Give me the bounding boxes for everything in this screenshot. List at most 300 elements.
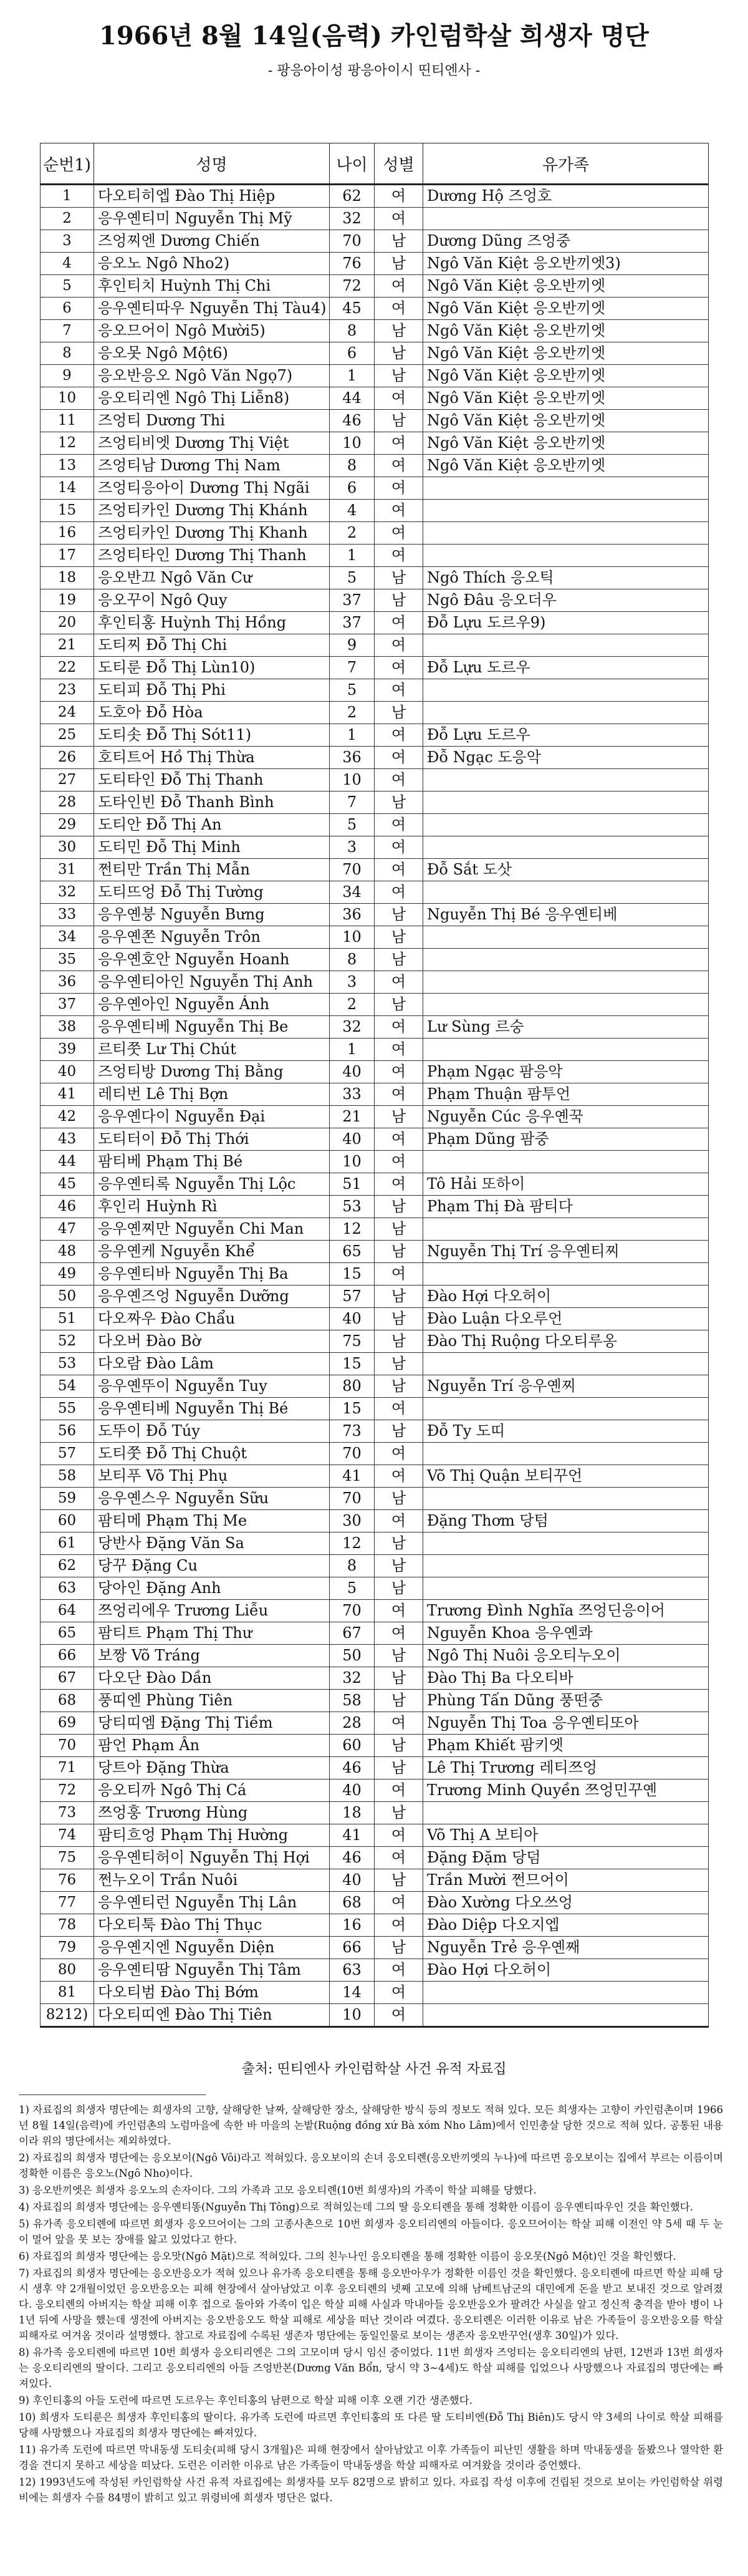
- cell-name: 팜티흐엉 Phạm Thị Hường: [94, 1824, 330, 1847]
- cell-family: [423, 1802, 709, 1824]
- cell-age: 5: [330, 1577, 375, 1600]
- footnote-number: 12): [19, 2476, 36, 2488]
- cell-sex: 남: [375, 1802, 423, 1824]
- cell-age: 8: [330, 949, 375, 971]
- cell-number: 52: [41, 1330, 94, 1353]
- cell-number: 35: [41, 949, 94, 971]
- cell-name: 후인리 Huỳnh Rì: [94, 1196, 330, 1218]
- cell-sex: 여: [375, 1173, 423, 1196]
- cell-age: 68: [330, 1892, 375, 1914]
- cell-number: 17: [41, 545, 94, 567]
- cell-family: Ngô Thị Nuôi 응오티누오이: [423, 1645, 709, 1667]
- cell-sex: 남: [375, 365, 423, 387]
- cell-number: 13: [41, 455, 94, 477]
- cell-family: Đỗ Sắt 도삿: [423, 859, 709, 881]
- cell-number: 48: [41, 1241, 94, 1263]
- cell-name: 당티띠엠 Đặng Thị Tiềm: [94, 1712, 330, 1735]
- cell-number: 8: [41, 342, 94, 365]
- cell-age: 66: [330, 1937, 375, 1959]
- cell-family: [423, 208, 709, 230]
- cell-family: [423, 1555, 709, 1577]
- cell-age: 65: [330, 1241, 375, 1263]
- footnote-text: 자료집의 희생자 명단에는 응오반응오가 적혀 있으나 유가족 응오티롄을 통해 응오반아우가 정확한 이름인 것을 확인했다. 응오티롄에 따르면 학살 피해 당시 생후 약 2개월이었던 응오반응오는 피해 현장에서 살아남았고 이후 응오티롄의 넷째 고모에 의해 남베트남군의 대민에게 돈을 받고 보내진 것으로 알려졌다. 응오티롄의 아버지는 학살 피해 이후 접으로 돌아와 가족이 입은 학살 피해 사실과 막내아들 응오반응오가 팔려간 사실을 알고 정신적 충격을 받아 병이 나 1년 뒤에 사망을 했는데 생전에 아버지는 응오반응오도 학살 피해로 세상을 떠난 것이라 여겼다. 응오티롄은 이러한 이유로 남은 가족들이 응오반응오를 학살 피해자로 여겨옴 것이라 설명했다. 참고로 자료집에 수록된 생존자 명단에는 동일인물로 보이는 생존자 응오반꾸언(생후 30일)가 있다.: [19, 2267, 724, 2341]
- cell-age: 46: [330, 1757, 375, 1779]
- cell-sex: 남: [375, 1667, 423, 1690]
- cell-age: 57: [330, 1286, 375, 1308]
- cell-name: 응우옌뚜이 Nguyễn Tuy: [94, 1375, 330, 1398]
- cell-family: Dương Dũng 즈엉중: [423, 230, 709, 253]
- cell-sex: 여: [375, 1712, 423, 1735]
- cell-name: 다오람 Đào Lâm: [94, 1353, 330, 1375]
- cell-family: [423, 949, 709, 971]
- cell-age: 8: [330, 455, 375, 477]
- footnote: [19, 2393, 723, 2408]
- cell-age: 40: [330, 1061, 375, 1083]
- cell-name: 쩐누오이 Trần Nuôi: [94, 1869, 330, 1892]
- cell-number: 29: [41, 814, 94, 836]
- cell-sex: 남: [375, 1218, 423, 1241]
- cell-number: 59: [41, 1488, 94, 1510]
- footnote: [19, 2150, 723, 2181]
- cell-name: 응오노 Ngô Nho2): [94, 253, 330, 275]
- cell-number: 30: [41, 836, 94, 859]
- footnote: [19, 2216, 723, 2247]
- cell-age: 40: [330, 1128, 375, 1151]
- cell-name: 응오므어이 Ngô Mười5): [94, 320, 330, 342]
- cell-sex: 여: [375, 500, 423, 522]
- cell-family: Nguyễn Thị Trí 응우옌티찌: [423, 1241, 709, 1263]
- cell-family: [423, 679, 709, 702]
- cell-family: Ngô Văn Kiệt 응오반끼엣: [423, 342, 709, 365]
- cell-number: 51: [41, 1308, 94, 1330]
- cell-number: 65: [41, 1622, 94, 1645]
- cell-number: 25: [41, 724, 94, 747]
- cell-name: 응우옌티베 Nguyễn Thị Bé: [94, 1398, 330, 1420]
- cell-sex: 여: [375, 814, 423, 836]
- cell-sex: 여: [375, 1263, 423, 1286]
- cell-age: 37: [330, 612, 375, 634]
- cell-sex: 남: [375, 1106, 423, 1128]
- table-row: [41, 365, 709, 387]
- cell-family: [423, 1398, 709, 1420]
- cell-family: Trương Minh Quyền 쯔엉민꾸옌: [423, 1779, 709, 1802]
- cell-age: 18: [330, 1802, 375, 1824]
- footnote-number: 5): [19, 2218, 29, 2230]
- cell-family: [423, 1263, 709, 1286]
- cell-age: 3: [330, 971, 375, 994]
- cell-number: 69: [41, 1712, 94, 1735]
- table-row: [41, 208, 709, 230]
- table-row: [41, 1241, 709, 1263]
- cell-name: 쯔엉리에우 Trương Liễu: [94, 1600, 330, 1622]
- cell-name: 응우옌찌만 Nguyễn Chi Man: [94, 1218, 330, 1241]
- cell-family: Võ Thị A 보티아: [423, 1824, 709, 1847]
- cell-family: Đỗ Lựu 도르우: [423, 724, 709, 747]
- cell-name: 응우옌케 Nguyễn Khể: [94, 1241, 330, 1263]
- cell-sex: 여: [375, 208, 423, 230]
- cell-family: [423, 1533, 709, 1555]
- cell-number: 76: [41, 1869, 94, 1892]
- cell-sex: 남: [375, 567, 423, 589]
- cell-age: 34: [330, 881, 375, 904]
- cell-age: 5: [330, 679, 375, 702]
- cell-name: 즈엉티카인 Dương Thị Khánh: [94, 500, 330, 522]
- table-row: [41, 949, 709, 971]
- cell-family: Nguyễn Khoa 응우옌콰: [423, 1622, 709, 1645]
- cell-family: Ngô Thích 응오틱: [423, 567, 709, 589]
- cell-sex: 여: [375, 747, 423, 769]
- cell-family: Đặng Thơm 당텀: [423, 1510, 709, 1533]
- table-row: [41, 836, 709, 859]
- cell-number: 75: [41, 1847, 94, 1869]
- table-row: [41, 275, 709, 298]
- cell-sex: 여: [375, 455, 423, 477]
- cell-sex: 남: [375, 949, 423, 971]
- table-row: [41, 589, 709, 612]
- footnote-text: 자료집의 희생자 명단에는 응우옌티똥(Nguyễn Thị Tông)으로 적혀있는데 그의 딸 응오티롄을 통해 정확한 이름이 응우옌티따우인 것을 확인했다.: [32, 2201, 693, 2213]
- cell-sex: 남: [375, 792, 423, 814]
- cell-age: 2: [330, 522, 375, 545]
- table-row: [41, 881, 709, 904]
- table-row: [41, 1061, 709, 1083]
- cell-sex: 남: [375, 1330, 423, 1353]
- cell-family: Đặng Đặm 당덤: [423, 1847, 709, 1869]
- cell-name: 즈엉티카인 Dương Thị Khanh: [94, 522, 330, 545]
- cell-family: Nguyễn Trí 응우옌찌: [423, 1375, 709, 1398]
- table-row: [41, 230, 709, 253]
- cell-number: 66: [41, 1645, 94, 1667]
- cell-family: Ngô Văn Kiệt 응오반끼엣: [423, 365, 709, 387]
- cell-number: 1: [41, 185, 94, 208]
- cell-number: 55: [41, 1398, 94, 1420]
- cell-age: 2: [330, 702, 375, 724]
- table-row: [41, 342, 709, 365]
- cell-sex: 여: [375, 477, 423, 500]
- cell-age: 28: [330, 1712, 375, 1735]
- table-row: [41, 926, 709, 949]
- table-row: [41, 1577, 709, 1600]
- cell-sex: 여: [375, 724, 423, 747]
- cell-number: 62: [41, 1555, 94, 1577]
- footnote: [19, 2182, 723, 2198]
- cell-number: 27: [41, 769, 94, 792]
- cell-sex: 남: [375, 904, 423, 926]
- victim-table: [40, 143, 709, 2028]
- cell-number: 6: [41, 298, 94, 320]
- cell-age: 7: [330, 792, 375, 814]
- cell-family: [423, 792, 709, 814]
- table-row: [41, 1465, 709, 1488]
- table-row: [41, 634, 709, 657]
- cell-name: 풍띠엔 Phùng Tiên: [94, 1690, 330, 1712]
- table-row: [41, 1645, 709, 1667]
- cell-sex: 남: [375, 1488, 423, 1510]
- cell-name: 즈엉티타인 Dương Thị Thanh: [94, 545, 330, 567]
- cell-age: 70: [330, 230, 375, 253]
- cell-age: 70: [330, 859, 375, 881]
- footnote-text: 자료집의 희생자 명단에는 응오맛(Ngô Mặt)으로 적혀있다. 그의 친누나인 응오티롄을 통해 정확한 이름이 응오못(Ngô Một)인 것을 확인했다.: [32, 2250, 676, 2262]
- cell-number: 39: [41, 1039, 94, 1061]
- table-row: [41, 1016, 709, 1039]
- cell-number: 42: [41, 1106, 94, 1128]
- cell-name: 응우옌아인 Nguyễn Ánh: [94, 994, 330, 1016]
- cell-name: 당트아 Đặng Thừa: [94, 1757, 330, 1779]
- table-row: [41, 1622, 709, 1645]
- cell-age: 15: [330, 1353, 375, 1375]
- cell-sex: 여: [375, 1824, 423, 1847]
- cell-number: 21: [41, 634, 94, 657]
- cell-number: 19: [41, 589, 94, 612]
- cell-name: 후인티홍 Huỳnh Thị Hồng: [94, 612, 330, 634]
- table-row: [41, 994, 709, 1016]
- table-row: [41, 769, 709, 792]
- cell-family: Phạm Ngạc 팜응악: [423, 1061, 709, 1083]
- cell-family: Nguyễn Thị Toa 응우옌티또아: [423, 1712, 709, 1735]
- cell-sex: 남: [375, 1555, 423, 1577]
- cell-number: 10: [41, 387, 94, 410]
- cell-family: [423, 477, 709, 500]
- cell-age: 6: [330, 477, 375, 500]
- footnote-number: 11): [19, 2444, 36, 2456]
- table-row: [41, 522, 709, 545]
- cell-number: 68: [41, 1690, 94, 1712]
- cell-family: Đỗ Lựu 도르우: [423, 657, 709, 679]
- cell-age: 32: [330, 1016, 375, 1039]
- cell-name: 다오티히엡 Đào Thị Hiệp: [94, 185, 330, 208]
- cell-number: 20: [41, 612, 94, 634]
- cell-sex: 여: [375, 836, 423, 859]
- table-row: [41, 1914, 709, 1937]
- cell-name: 응우옌지엔 Nguyễn Diện: [94, 1937, 330, 1959]
- footnote-text: 후인티홍의 아들 도런에 따르면 도르우는 후인티홍의 남편으로 학살 피해 이후 오랜 기간 생존했다.: [32, 2394, 472, 2406]
- cell-number: 79: [41, 1937, 94, 1959]
- cell-age: 14: [330, 1982, 375, 2004]
- cell-number: 38: [41, 1016, 94, 1039]
- cell-number: 15: [41, 500, 94, 522]
- cell-name: 도티뜨엉 Đỗ Thị Tường: [94, 881, 330, 904]
- footnote-text: 희생자 도티룬은 희생자 후인티홍의 딸이다. 유가족 도런에 따르면 후인티홍의 또 다른 딸 도티비엔(Đỗ Thị Biên)도 당시 약 3세의 나이로 학살 피해를 당해 사망했으나 자료집의 희생자 명단에는 빠져있다.: [19, 2411, 723, 2439]
- cell-name: 도타인빈 Đỗ Thanh Bình: [94, 792, 330, 814]
- col-header-sex: 성별: [375, 143, 423, 185]
- cell-number: 58: [41, 1465, 94, 1488]
- cell-family: Phạm Thị Đà 팜티다: [423, 1196, 709, 1218]
- cell-number: 11: [41, 410, 94, 432]
- cell-family: Phạm Dũng 팜중: [423, 1128, 709, 1151]
- cell-sex: 남: [375, 1375, 423, 1398]
- cell-name: 팜티베 Phạm Thị Bé: [94, 1151, 330, 1173]
- cell-name: 도티솟 Đỗ Thị Sót11): [94, 724, 330, 747]
- cell-age: 12: [330, 1218, 375, 1241]
- cell-number: 9: [41, 365, 94, 387]
- table-row: [41, 1802, 709, 1824]
- table-row: [41, 724, 709, 747]
- cell-age: 12: [330, 1533, 375, 1555]
- cell-family: Trần Mười 쩐므어이: [423, 1869, 709, 1892]
- table-row: [41, 1286, 709, 1308]
- table-row: [41, 1667, 709, 1690]
- cell-age: 36: [330, 904, 375, 926]
- table-row: [41, 1353, 709, 1375]
- cell-family: [423, 1218, 709, 1241]
- cell-name: 팜티트 Phạm Thị Thư: [94, 1622, 330, 1645]
- cell-sex: 남: [375, 1757, 423, 1779]
- cell-family: Ngô Văn Kiệt 응오반끼엣: [423, 275, 709, 298]
- cell-number: 3: [41, 230, 94, 253]
- cell-number: 41: [41, 1083, 94, 1106]
- cell-number: 53: [41, 1353, 94, 1375]
- cell-age: 1: [330, 724, 375, 747]
- cell-family: Đỗ Lựu 도르우9): [423, 612, 709, 634]
- table-row: [41, 1443, 709, 1465]
- cell-name: 레티번 Lê Thị Bợn: [94, 1083, 330, 1106]
- cell-sex: 여: [375, 2004, 423, 2027]
- cell-number: 50: [41, 1286, 94, 1308]
- cell-sex: 남: [375, 253, 423, 275]
- cell-family: Nguyễn Cúc 응우옌꾹: [423, 1106, 709, 1128]
- table-row: [41, 410, 709, 432]
- cell-sex: 여: [375, 1039, 423, 1061]
- cell-family: [423, 522, 709, 545]
- cell-name: 응우옌붕 Nguyễn Bưng: [94, 904, 330, 926]
- cell-age: 15: [330, 1263, 375, 1286]
- cell-number: 2: [41, 208, 94, 230]
- cell-sex: 남: [375, 926, 423, 949]
- cell-sex: 남: [375, 320, 423, 342]
- cell-name: 다오버 Đào Bờ: [94, 1330, 330, 1353]
- table-row: [41, 1173, 709, 1196]
- table-row: [41, 1824, 709, 1847]
- table-row: [41, 679, 709, 702]
- table-row: [41, 1847, 709, 1869]
- cell-number: 32: [41, 881, 94, 904]
- cell-age: 44: [330, 387, 375, 410]
- cell-family: [423, 545, 709, 567]
- cell-number: 43: [41, 1128, 94, 1151]
- cell-name: 도호아 Đỗ Hòa: [94, 702, 330, 724]
- cell-family: Phùng Tấn Dũng 풍떤중: [423, 1690, 709, 1712]
- cell-name: 응오꾸이 Ngô Quy: [94, 589, 330, 612]
- cell-sex: 여: [375, 1847, 423, 1869]
- table-row: [41, 1712, 709, 1735]
- cell-number: 5: [41, 275, 94, 298]
- cell-name: 다오티띠엔 Đào Thị Tiên: [94, 2004, 330, 2027]
- cell-family: [423, 1982, 709, 2004]
- col-header-age: 나이: [330, 143, 375, 185]
- page-subtitle: - 팡응아이성 팡응아이시 띤티엔사 -: [267, 63, 481, 79]
- table-row: [41, 612, 709, 634]
- cell-age: 15: [330, 1398, 375, 1420]
- cell-number: 47: [41, 1218, 94, 1241]
- table-row: [41, 971, 709, 994]
- table-row: [41, 814, 709, 836]
- cell-sex: 여: [375, 1959, 423, 1982]
- cell-family: Trương Đình Nghĩa 쯔엉딘응이어: [423, 1600, 709, 1622]
- cell-sex: 남: [375, 1196, 423, 1218]
- footnote-text: 유가족 응오티롄에 따르면 희생자 응오므어이는 그의 고종사촌으로 10번 희생자 응오티리엔의 아들이다. 응오므어이는 학살 피해 이전인 약 5세 때 두 눈이 멀어 앞을 못 보는 장애를 앓고 있었다고 한다.: [19, 2218, 723, 2245]
- table-row: [41, 500, 709, 522]
- table-row: [41, 1757, 709, 1779]
- cell-name: 응우옌티런 Nguyễn Thị Lân: [94, 1892, 330, 1914]
- cell-age: 76: [330, 253, 375, 275]
- cell-age: 37: [330, 589, 375, 612]
- cell-sex: 여: [375, 1083, 423, 1106]
- table-row: [41, 567, 709, 589]
- cell-number: 81: [41, 1982, 94, 2004]
- cell-number: 33: [41, 904, 94, 926]
- cell-family: Đào Luận 다오루언: [423, 1308, 709, 1330]
- cell-family: [423, 1488, 709, 1510]
- cell-name: 응우옌티베 Nguyễn Thị Be: [94, 1016, 330, 1039]
- cell-sex: 남: [375, 1645, 423, 1667]
- cell-sex: 남: [375, 702, 423, 724]
- table-row: [41, 1982, 709, 2004]
- cell-sex: 남: [375, 342, 423, 365]
- cell-sex: 여: [375, 634, 423, 657]
- cell-name: 응우옌다이 Nguyễn Đại: [94, 1106, 330, 1128]
- cell-name: 다오짜우 Đào Chẩu: [94, 1308, 330, 1330]
- footnote-text: 유가족 도런에 따르면 막내동생 도티솟(피해 당시 3개월)은 피해 현장에서 살아남았고 이후 가족들이 피난민 생활을 하며 막내동생을 돌봤으나 열악한 환경을 견디지 못하고 세상을 떠났다. 도런은 이러한 이유로 남은 가족들이 막내동생을 학살 피해자로 여겨왔을 것이라 증언했다.: [19, 2444, 724, 2471]
- cell-age: 10: [330, 1151, 375, 1173]
- cell-age: 41: [330, 1465, 375, 1488]
- cell-age: 40: [330, 1779, 375, 1802]
- footnote-number: 7): [19, 2267, 29, 2279]
- cell-name: 응오티리엔 Ngô Thị Liễn8): [94, 387, 330, 410]
- cell-name: 응오반응오 Ngô Văn Ngọ7): [94, 365, 330, 387]
- table-row: [41, 1959, 709, 1982]
- cell-number: 26: [41, 747, 94, 769]
- cell-name: 쩐티만 Trần Thị Mẫn: [94, 859, 330, 881]
- cell-number: 40: [41, 1061, 94, 1083]
- cell-number: 7: [41, 320, 94, 342]
- table-row: [41, 1039, 709, 1061]
- cell-sex: 여: [375, 545, 423, 567]
- cell-age: 63: [330, 1959, 375, 1982]
- table-row: [41, 1510, 709, 1533]
- col-header-name: 성명: [94, 143, 330, 185]
- cell-number: 45: [41, 1173, 94, 1196]
- cell-sex: 남: [375, 1690, 423, 1712]
- cell-number: 4: [41, 253, 94, 275]
- cell-age: 70: [330, 1600, 375, 1622]
- cell-name: 도티타인 Đỗ Thị Thanh: [94, 769, 330, 792]
- cell-family: Đào Thị Ba 다오티바: [423, 1667, 709, 1690]
- cell-family: Đỗ Ngạc 도응악: [423, 747, 709, 769]
- cell-name: 다오티툭 Đào Thị Thục: [94, 1914, 330, 1937]
- cell-name: 응우옌스우 Nguyễn Sữu: [94, 1488, 330, 1510]
- table-row: [41, 1420, 709, 1443]
- cell-name: 보짱 Võ Tráng: [94, 1645, 330, 1667]
- cell-age: 32: [330, 1667, 375, 1690]
- cell-family: Ngô Văn Kiệt 응오반끼엣: [423, 387, 709, 410]
- cell-family: Ngô Văn Kiệt 응오반끼엣: [423, 298, 709, 320]
- cell-number: 70: [41, 1735, 94, 1757]
- cell-sex: 여: [375, 1510, 423, 1533]
- cell-age: 8: [330, 320, 375, 342]
- footnote-text: 자료집의 희생자 명단에는 희생자의 고향, 살해당한 날짜, 살해당한 장소, 살해당한 방식 등의 정보도 적혀 있다. 모든 희생자는 고향이 카인럼촌이며 1966년 8월 14일(음력)에 카인럼촌의 노럼마을에 속한 바 마을의 논밭(Ruộng đồng xứ Bà xóm Nho Lâm)에서 인민총살 당한 것으로 적혀 있다. 공통된 내용이라 위의 명단에서는 제외하였다.: [19, 2104, 723, 2147]
- table-row: [41, 2004, 709, 2027]
- cell-family: [423, 926, 709, 949]
- cell-name: 응우옌티미 Nguyễn Thị Mỹ: [94, 208, 330, 230]
- cell-family: Ngô Văn Kiệt 응오반끼엣: [423, 410, 709, 432]
- cell-family: Ngô Văn Kiệt 응오반끼엣: [423, 432, 709, 455]
- cell-family: Đào Hợi 다오허이: [423, 1286, 709, 1308]
- source-note: 출처: 띤티엔사 카인럼학살 사건 유적 자료집: [241, 2061, 507, 2077]
- cell-sex: 여: [375, 432, 423, 455]
- cell-sex: 여: [375, 1061, 423, 1083]
- table-row: [41, 859, 709, 881]
- table-row: [41, 904, 709, 926]
- cell-number: 22: [41, 657, 94, 679]
